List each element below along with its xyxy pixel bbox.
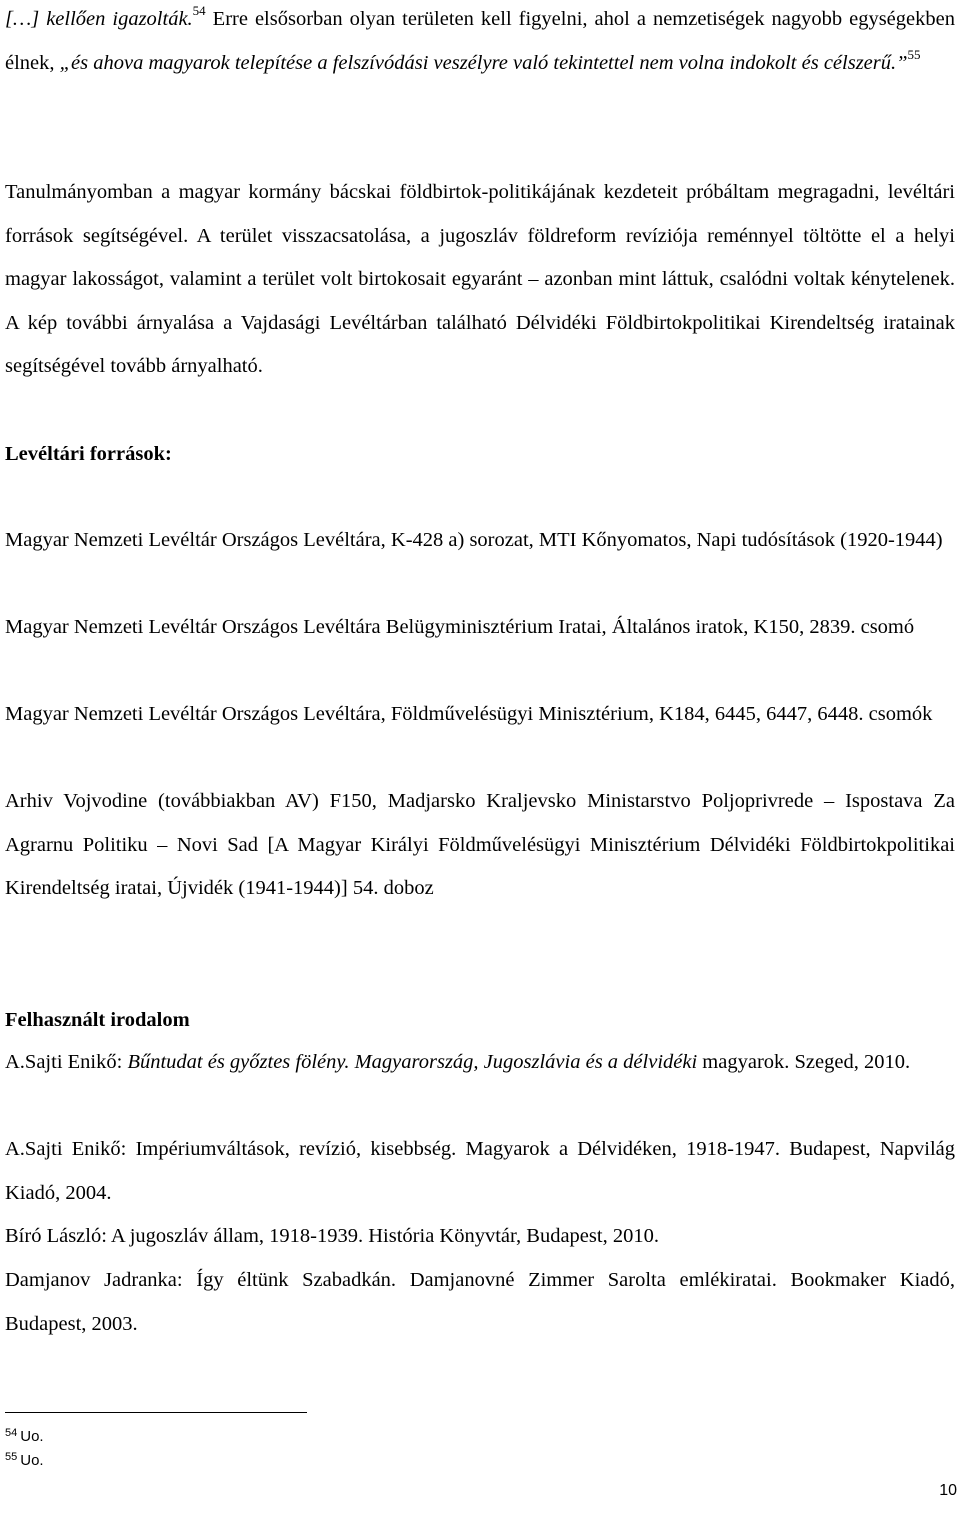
literature-rest: magyarok. Szeged, 2010. xyxy=(697,1051,911,1073)
sources-heading: Levéltári források: xyxy=(5,443,172,465)
page-number: 10 xyxy=(939,1482,957,1499)
literature-author: A.Sajti Enikő: xyxy=(5,1138,136,1160)
literature-rest: Így éltünk Szabadkán. Damjanovné Zimmer Sarolta emlékiratai. Bookmaker Kiadó, Budapest, 2003. xyxy=(5,1269,955,1335)
footnote-55 xyxy=(5,1452,44,1470)
source-item: Magyar Nemzeti Levéltár Országos Levéltára, K-428 a) sorozat, MTI Kőnyomatos, Napi tudósítások (1920-1944) xyxy=(5,529,943,551)
quote-close: ” xyxy=(896,51,908,74)
footnote-text: Uo. xyxy=(20,1428,44,1445)
footnote-number: 54 xyxy=(5,1427,18,1439)
body-paragraph: Tanulmányomban a magyar kormány bácskai földbirtok-politikájának kezdeteit próbáltam megragadni, levéltári források segítségével. A terület visszacsatolása, a jugoszláv földreform revíziója reménnyel töltötte el a helyi magyar lakosságot, valamint a terület volt birtokosait egyaránt – azonban mint láttuk, csalódni voltak kénytelenek. A kép további árnyalása a Vajdasági Levéltárban található Délvidéki Földbirtokpolitikai Kirendeltség iratainak segítségével tovább árnyalható. xyxy=(5,181,955,377)
literature-heading: Felhasznált irodalom xyxy=(5,1009,190,1031)
footnote-54 xyxy=(5,1428,44,1446)
literature-item xyxy=(5,1128,955,1215)
literature-item xyxy=(5,1041,955,1085)
source-item: Magyar Nemzeti Levéltár Országos Levéltára, Földművelésügyi Minisztérium, K184, 6445, 6447, 6448. csomók xyxy=(5,703,933,725)
literature-title: Bűntudat és győztes fölény. Magyarország, Jugoszlávia és a délvidéki xyxy=(127,1051,698,1073)
literature-rest: Impériumváltások, revízió, kisebbség. Magyarok a Délvidéken, 1918-1947. Budapest, Napvilág Kiadó, 2004. xyxy=(5,1138,955,1204)
literature-rest: A jugoszláv állam, 1918-1939. História Könyvtár, Budapest, 2010. xyxy=(110,1225,659,1247)
literature-item xyxy=(5,1215,955,1259)
quote-italic: „és ahova magyarok telepítése a felszívódási veszélyre való tekintettel nem volna indokolt és célszerű. xyxy=(59,51,897,74)
footnote-ref-54[interactable]: 54 xyxy=(192,3,206,18)
footnote-text: Uo. xyxy=(20,1452,44,1469)
quote-start: […] kellően igazolták. xyxy=(5,8,193,30)
intro-text: Erre elsősorban olyan területen kell figyelni, ahol a nemzetiségek nagyobb egységekben élnek, xyxy=(5,8,955,74)
literature-author: A.Sajti Enikő: xyxy=(5,1051,128,1073)
literature-author: Damjanov Jadranka: xyxy=(5,1269,197,1291)
footnote-number: 55 xyxy=(5,1451,18,1463)
literature-item xyxy=(5,1259,955,1346)
footnote-separator xyxy=(5,1412,307,1413)
intro-paragraph xyxy=(5,0,955,85)
footnote-ref-55[interactable]: 55 xyxy=(907,46,921,62)
source-item: Magyar Nemzeti Levéltár Országos Levéltára Belügyminisztérium Iratai, Általános iratok, K150, 2839. csomó xyxy=(5,616,915,638)
literature-author: Bíró László: xyxy=(5,1225,111,1247)
source-item: Arhiv Vojvodine (továbbiakban AV) F150, Madjarsko Kraljevsko Ministarstvo Poljoprivrede – Ispostava Za Agrarnu Politiku – Novi Sad [A Magyar Királyi Földművelésügyi Minisztérium Délvidéki Földbirtokpolitikai Kirendeltség iratai, Újvidék (1941-1944)] 54. doboz xyxy=(5,790,955,899)
